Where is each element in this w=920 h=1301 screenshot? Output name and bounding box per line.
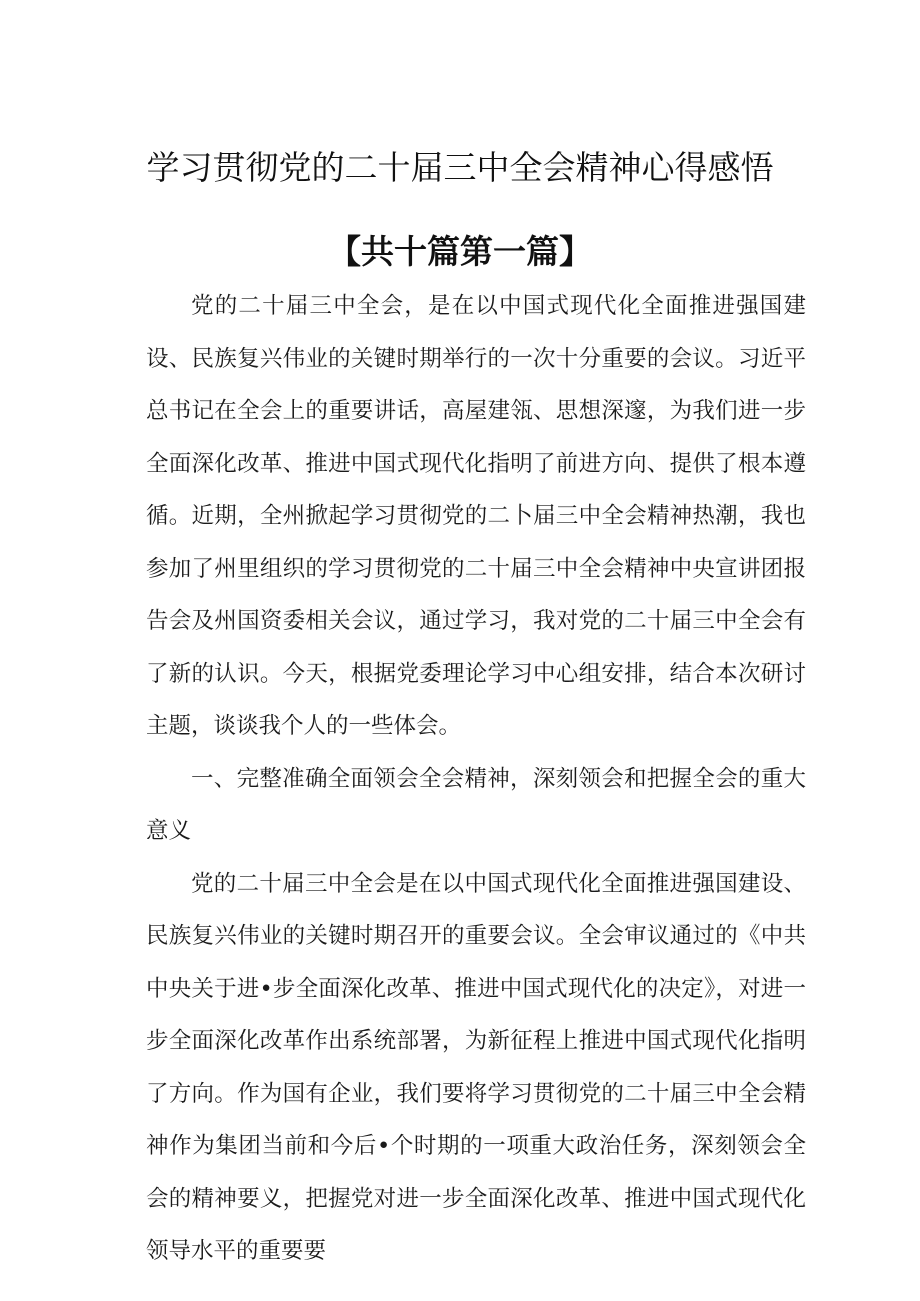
paragraph-section-1: 党的二十届三中全会是在以中国式现代化全面推进强国建设、民族复兴伟业的关键时期召开的重要会议。全会审议通过的《中共中央关于进•步全面深化改革、推进中国式现代化的决定》，对进一步全面深化改革作出系统部署，为新征程上推进中国式现代化指明了方向。作为国有企业，我们要将学习贯彻党的二十届三中全会精神作为集团当前和今后•个时期的一项重大政治任务，深刻领会全会的精神要义，把握党对进一步全面深化改革、推进中国式现代化领导水平的重要要 (146, 870, 806, 1264)
document-subtitle: 【共十篇第一篇】 (328, 232, 592, 271)
document-title: 学习贯彻党的二十届三中全会精神心得感悟 (146, 148, 774, 187)
section-heading-1: 一、完整准确全面领会全会精神，深刻领会和把握全会的重大意义 (146, 765, 806, 844)
paragraph-intro: 党的二十届三中全会，是在以中国式现代化全面推进强国建设、民族复兴伟业的关键时期举行的一次十分重要的会议。习近平总书记在全会上的重要讲话，高屋建瓴、思想深邃，为我们进一步全面深化改革、推进中国式现代化指明了前进方向、提供了根本遵循。近期，全州掀起学习贯彻党的二卜届三中全会精神热潮，我也参加了州里组织的学习贯彻党的二十届三中全会精神中央宣讲团报告会及州国资委相关会议，通过学习，我对党的二十届三中全会有了新的认识。今天，根据党委理论学习中心组安排，结合本次研讨主题，谈谈我个人的一些体会。 (146, 293, 806, 739)
document-body (146, 280, 806, 1278)
